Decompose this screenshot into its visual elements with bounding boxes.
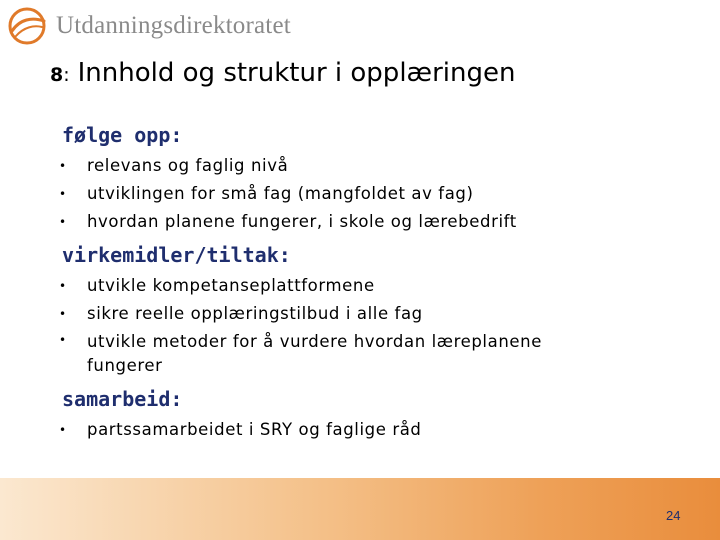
udir-swirl-logo-icon: [6, 5, 48, 47]
section-heading: samarbeid:: [62, 387, 183, 411]
list-item-text: utvikle kompetanseplattformene: [87, 276, 375, 295]
list-item: [59, 300, 702, 328]
list-item: [59, 208, 702, 236]
logo-wordmark: Utdanningsdirektoratet: [56, 12, 291, 39]
list-item-text: relevans og faglig nivå: [87, 156, 289, 175]
section-virkemidler: [59, 242, 702, 380]
page-number: 24: [666, 508, 681, 523]
list-item: [59, 328, 567, 380]
slide-title: [50, 58, 515, 88]
slide-number: 8: [50, 64, 64, 86]
section-heading: følge opp:: [62, 123, 183, 147]
section-samarbeid: [59, 386, 702, 444]
title-separator: :: [63, 64, 70, 86]
list-item-text: hvordan planene fungerer, i skole og lærebedrift: [87, 212, 517, 231]
list-item-text: sikre reelle opplæringstilbud i alle fag: [87, 304, 423, 323]
section-heading: virkemidler/tiltak:: [62, 243, 291, 267]
bullet-icon: •: [59, 307, 67, 321]
list-item-text: utviklingen for små fag (mangfoldet av fag): [87, 184, 474, 203]
list-item: [59, 152, 702, 180]
bullet-icon: •: [59, 215, 67, 229]
bullet-icon: •: [59, 423, 67, 437]
list-item: [59, 416, 702, 444]
list-item: [59, 272, 702, 300]
bullet-icon: •: [59, 279, 67, 293]
bullet-list: [59, 416, 702, 444]
section-folge-opp: [59, 122, 702, 236]
list-item-text: utvikle metoder for å vurdere hvordan læreplanene fungerer: [87, 332, 542, 375]
slide-title-text: Innhold og struktur i opplæringen: [77, 58, 516, 88]
slide-body: [59, 122, 702, 450]
list-item-text: partssamarbeidet i SRY og faglige råd: [87, 420, 422, 439]
bullet-list: [59, 272, 702, 380]
bullet-list: [59, 152, 702, 236]
bullet-icon: •: [59, 333, 67, 347]
bullet-icon: •: [59, 159, 67, 173]
bullet-icon: •: [59, 187, 67, 201]
footer-band: [0, 478, 720, 540]
header-logo: [6, 4, 291, 48]
list-item: [59, 180, 702, 208]
